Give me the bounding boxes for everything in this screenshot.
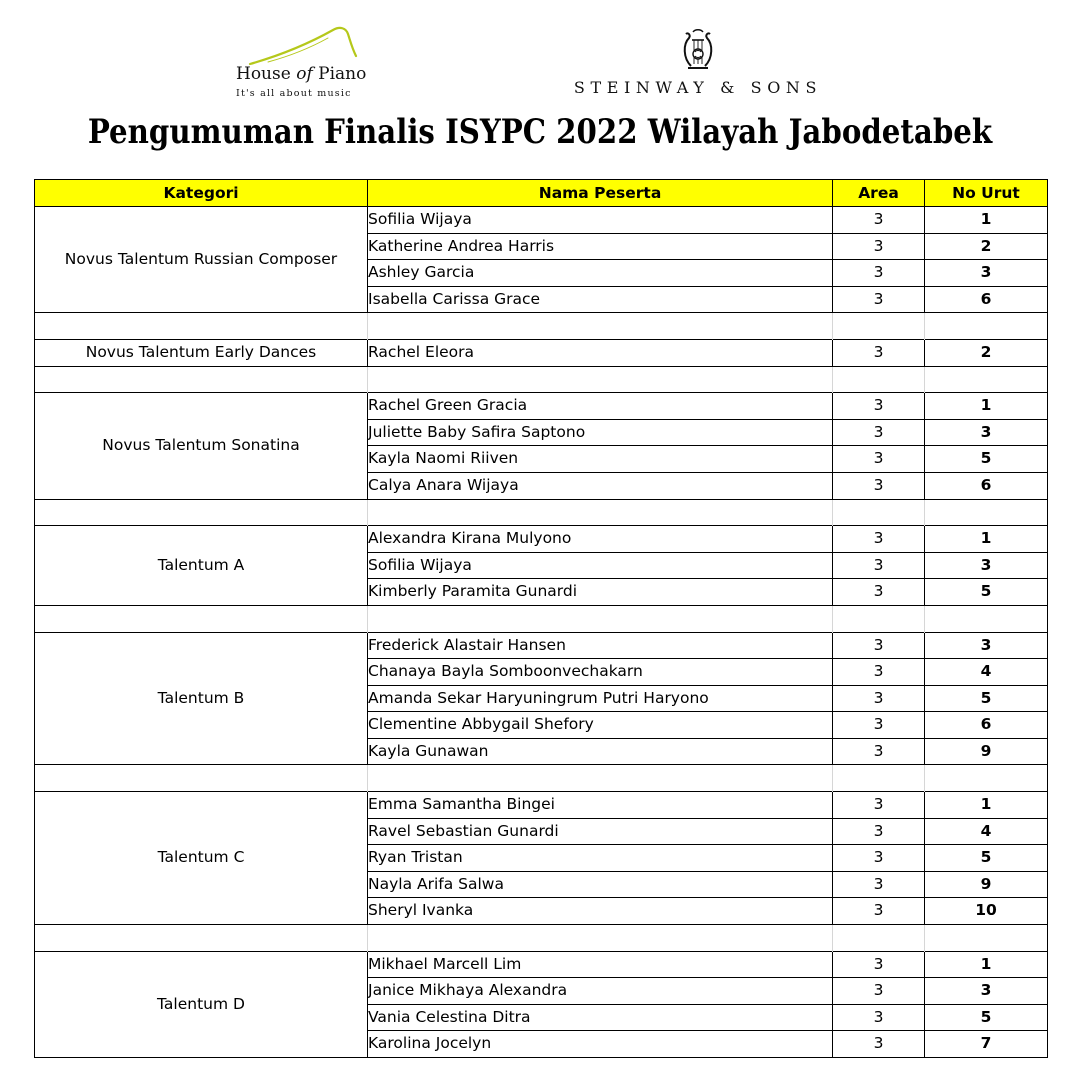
- nama-peserta-cell: Katherine Andrea Harris: [368, 233, 833, 260]
- nama-peserta-cell: Vania Celestina Ditra: [368, 1004, 833, 1031]
- area-cell: 3: [833, 1031, 925, 1058]
- area-cell: 3: [833, 393, 925, 420]
- kategori-cell: Novus Talentum Russian Composer: [35, 207, 368, 313]
- nama-peserta-cell: Sofilia Wijaya: [368, 552, 833, 579]
- no-urut-cell: 3: [925, 552, 1048, 579]
- spacer-cell: [368, 366, 833, 393]
- house-of-piano-logo-icon: [228, 26, 378, 66]
- nama-peserta-cell: Ryan Tristan: [368, 845, 833, 872]
- nama-peserta-cell: Mikhael Marcell Lim: [368, 951, 833, 978]
- spacer-cell: [35, 765, 368, 792]
- spacer-cell: [35, 499, 368, 526]
- table-row: [35, 207, 1048, 234]
- spacer-cell: [35, 366, 368, 393]
- nama-peserta-cell: Rachel Green Gracia: [368, 393, 833, 420]
- no-urut-cell: 1: [925, 393, 1048, 420]
- spacer-row: [35, 499, 1048, 526]
- area-cell: 3: [833, 339, 925, 366]
- no-urut-cell: 4: [925, 659, 1048, 686]
- no-urut-cell: 1: [925, 792, 1048, 819]
- spacer-row: [35, 925, 1048, 952]
- nama-peserta-cell: Rachel Eleora: [368, 339, 833, 366]
- nama-peserta-cell: Isabella Carissa Grace: [368, 286, 833, 313]
- no-urut-cell: 3: [925, 419, 1048, 446]
- spacer-cell: [368, 313, 833, 340]
- nama-peserta-cell: Sheryl Ivanka: [368, 898, 833, 925]
- spacer-row: [35, 313, 1048, 340]
- table-row: [35, 951, 1048, 978]
- spacer-cell: [35, 605, 368, 632]
- table-row: [35, 526, 1048, 553]
- kategori-cell: Talentum B: [35, 632, 368, 765]
- nama-peserta-cell: Sofilia Wijaya: [368, 207, 833, 234]
- area-cell: 3: [833, 951, 925, 978]
- area-cell: 3: [833, 818, 925, 845]
- table-row: [35, 792, 1048, 819]
- no-urut-cell: 3: [925, 632, 1048, 659]
- no-urut-cell: 5: [925, 1004, 1048, 1031]
- spacer-cell: [35, 313, 368, 340]
- no-urut-cell: 3: [925, 978, 1048, 1005]
- kategori-cell: Novus Talentum Sonatina: [35, 393, 368, 499]
- no-urut-cell: 5: [925, 685, 1048, 712]
- area-cell: 3: [833, 712, 925, 739]
- area-cell: 3: [833, 898, 925, 925]
- spacer-cell: [925, 313, 1048, 340]
- spacer-cell: [833, 605, 925, 632]
- area-cell: 3: [833, 738, 925, 765]
- nama-peserta-cell: Kimberly Paramita Gunardi: [368, 579, 833, 606]
- no-urut-cell: 2: [925, 339, 1048, 366]
- area-cell: 3: [833, 552, 925, 579]
- nama-peserta-cell: Frederick Alastair Hansen: [368, 632, 833, 659]
- no-urut-cell: 5: [925, 579, 1048, 606]
- area-cell: 3: [833, 419, 925, 446]
- no-urut-cell: 1: [925, 951, 1048, 978]
- table-body: [35, 207, 1048, 1058]
- no-urut-cell: 6: [925, 472, 1048, 499]
- no-urut-cell: 4: [925, 818, 1048, 845]
- nama-peserta-cell: Kayla Gunawan: [368, 738, 833, 765]
- area-cell: 3: [833, 260, 925, 287]
- spacer-cell: [833, 765, 925, 792]
- steinway-lyre-icon: [679, 28, 717, 70]
- area-cell: 3: [833, 685, 925, 712]
- nama-peserta-cell: Calya Anara Wijaya: [368, 472, 833, 499]
- spacer-cell: [925, 765, 1048, 792]
- nama-peserta-cell: Amanda Sekar Haryuningrum Putri Haryono: [368, 685, 833, 712]
- spacer-cell: [35, 925, 368, 952]
- spacer-row: [35, 605, 1048, 632]
- no-urut-cell: 10: [925, 898, 1048, 925]
- spacer-cell: [368, 765, 833, 792]
- kategori-cell: Talentum D: [35, 951, 368, 1057]
- nama-peserta-cell: Ravel Sebastian Gunardi: [368, 818, 833, 845]
- column-header-area: Area: [833, 180, 925, 207]
- area-cell: 3: [833, 446, 925, 473]
- nama-peserta-cell: Ashley Garcia: [368, 260, 833, 287]
- kategori-cell: Talentum A: [35, 526, 368, 606]
- finalist-table: [34, 179, 1048, 1058]
- area-cell: 3: [833, 233, 925, 260]
- no-urut-cell: 3: [925, 260, 1048, 287]
- no-urut-cell: 6: [925, 286, 1048, 313]
- spacer-row: [35, 366, 1048, 393]
- area-cell: 3: [833, 1004, 925, 1031]
- spacer-cell: [925, 499, 1048, 526]
- area-cell: 3: [833, 659, 925, 686]
- area-cell: 3: [833, 632, 925, 659]
- table-row: [35, 339, 1048, 366]
- no-urut-cell: 2: [925, 233, 1048, 260]
- spacer-cell: [925, 605, 1048, 632]
- area-cell: 3: [833, 579, 925, 606]
- spacer-row: [35, 765, 1048, 792]
- area-cell: 3: [833, 526, 925, 553]
- no-urut-cell: 1: [925, 207, 1048, 234]
- steinway-logo: [548, 28, 848, 100]
- spacer-cell: [833, 366, 925, 393]
- house-of-piano-name: House of Piano: [236, 64, 367, 84]
- table-header-row: [35, 180, 1048, 207]
- nama-peserta-cell: Chanaya Bayla Somboonvechakarn: [368, 659, 833, 686]
- kategori-cell: Talentum C: [35, 792, 368, 925]
- no-urut-cell: 1: [925, 526, 1048, 553]
- steinway-name: STEINWAY & SONS: [573, 78, 823, 97]
- area-cell: 3: [833, 472, 925, 499]
- nama-peserta-cell: Alexandra Kirana Mulyono: [368, 526, 833, 553]
- spacer-cell: [833, 499, 925, 526]
- area-cell: 3: [833, 207, 925, 234]
- nama-peserta-cell: Janice Mikhaya Alexandra: [368, 978, 833, 1005]
- nama-peserta-cell: Emma Samantha Bingei: [368, 792, 833, 819]
- spacer-cell: [925, 925, 1048, 952]
- spacer-cell: [368, 499, 833, 526]
- area-cell: 3: [833, 845, 925, 872]
- house-of-piano-tagline: It's all about music: [236, 88, 352, 99]
- table-row: [35, 393, 1048, 420]
- nama-peserta-cell: Juliette Baby Safira Saptono: [368, 419, 833, 446]
- area-cell: 3: [833, 871, 925, 898]
- no-urut-cell: 5: [925, 845, 1048, 872]
- spacer-cell: [833, 313, 925, 340]
- page-title: Pengumuman Finalis ISYPC 2022 Wilayah Jabodetabek: [87, 112, 993, 152]
- nama-peserta-cell: Karolina Jocelyn: [368, 1031, 833, 1058]
- no-urut-cell: 6: [925, 712, 1048, 739]
- nama-peserta-cell: Clementine Abbygail Shefory: [368, 712, 833, 739]
- column-header-no-urut: No Urut: [925, 180, 1048, 207]
- spacer-cell: [925, 366, 1048, 393]
- area-cell: 3: [833, 286, 925, 313]
- spacer-cell: [833, 925, 925, 952]
- nama-peserta-cell: Kayla Naomi Riiven: [368, 446, 833, 473]
- area-cell: 3: [833, 792, 925, 819]
- nama-peserta-cell: Nayla Arifa Salwa: [368, 871, 833, 898]
- no-urut-cell: 9: [925, 871, 1048, 898]
- table-row: [35, 632, 1048, 659]
- area-cell: 3: [833, 978, 925, 1005]
- no-urut-cell: 5: [925, 446, 1048, 473]
- no-urut-cell: 7: [925, 1031, 1048, 1058]
- column-header-kategori: Kategori: [35, 180, 368, 207]
- spacer-cell: [368, 605, 833, 632]
- column-header-nama-peserta: Nama Peserta: [368, 180, 833, 207]
- house-of-piano-logo: [228, 26, 378, 104]
- spacer-cell: [368, 925, 833, 952]
- no-urut-cell: 9: [925, 738, 1048, 765]
- kategori-cell: Novus Talentum Early Dances: [35, 339, 368, 366]
